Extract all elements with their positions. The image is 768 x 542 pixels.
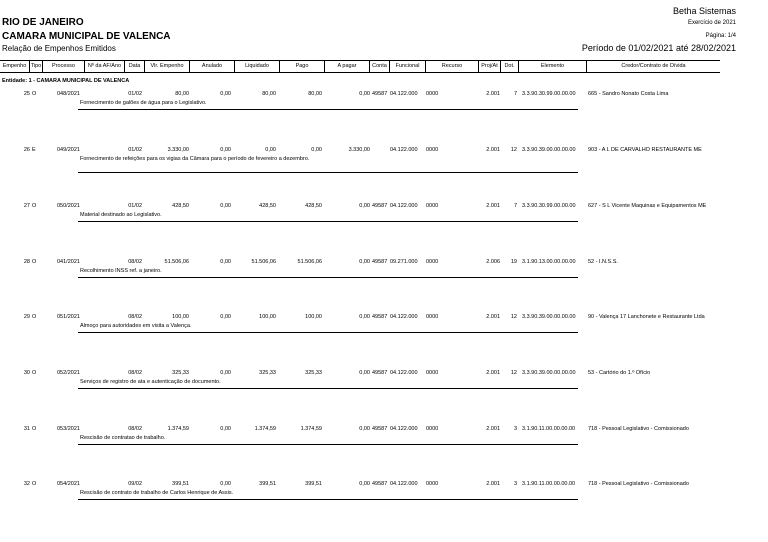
dotation: 7 (513, 91, 517, 97)
account: 49587 (372, 91, 388, 97)
row-divider (78, 444, 578, 445)
dotation: 12 (510, 314, 517, 320)
resource-code: 0000 (426, 314, 439, 320)
row-divider (78, 221, 578, 222)
date: 01/02 (128, 147, 142, 153)
element-code: 3.3.90.30.99.00.00.00 (522, 203, 576, 209)
table-row (0, 259, 720, 289)
empenho-number: 30 (23, 370, 30, 376)
empenho-number: 26 (23, 147, 30, 153)
value-empenho: 428,50 (172, 203, 189, 209)
value-pago: 51.506,06 (297, 259, 322, 265)
table-row (0, 203, 720, 233)
creditor-name: 627 - S L Vicente Maquinas e Equipamentos ME (588, 203, 707, 209)
value-empenho: 1.374,59 (167, 426, 189, 432)
project-activity: 2.001 (486, 370, 500, 376)
value-anulado: 0,00 (220, 259, 231, 265)
date: 01/02 (128, 91, 142, 97)
project-activity: 2.001 (486, 203, 500, 209)
value-empenho: 100,00 (172, 314, 189, 320)
col-funcional: Funcional (390, 61, 426, 72)
col-vlr-empenho: Vlr. Empenho (145, 61, 190, 72)
value-anulado: 0,00 (220, 481, 231, 487)
value-anulado: 0,00 (220, 426, 231, 432)
value-empenho: 51.506,06 (164, 259, 189, 265)
value-empenho: 3.330,00 (167, 147, 189, 153)
row-divider (78, 332, 578, 333)
empenho-description: Recolhimento INSS ref. a janeiro. (80, 268, 162, 274)
row-divider (78, 388, 578, 389)
system-name: Betha Sistemas (672, 6, 736, 16)
empenho-description: Material destinado ao Legislativo. (80, 212, 162, 218)
functional-code: 04.122.000 (390, 314, 418, 320)
process-number: 051/2021 (57, 314, 80, 320)
value-empenho: 325,33 (172, 370, 189, 376)
element-code: 3.3.90.39.00.00.00.00 (522, 370, 576, 376)
creditor-name: 718 - Pessoal Legislativo - Comissionado (588, 426, 689, 432)
value-a-pagar: 0,00 (359, 426, 370, 432)
value-pago: 100,00 (305, 314, 322, 320)
element-code: 3.3.90.39.00.00.00.00 (522, 147, 576, 153)
resource-code: 0000 (426, 147, 439, 153)
project-activity: 2.001 (486, 314, 500, 320)
project-activity: 2.001 (486, 91, 500, 97)
value-anulado: 0,00 (220, 147, 231, 153)
functional-code: 04.122.000 (390, 481, 418, 487)
table-row (0, 91, 720, 121)
date: 08/02 (128, 426, 142, 432)
page-number: Página: 1/4 (705, 33, 736, 39)
process-number: 041/2021 (57, 259, 80, 265)
functional-code: 09.271.000 (390, 259, 418, 265)
value-liquidado: 0,00 (265, 147, 276, 153)
value-a-pagar: 0,00 (359, 370, 370, 376)
creditor-name: 665 - Sandro Nonato Costa Lima (588, 91, 669, 97)
col-proj-at: Proj/At (479, 61, 501, 72)
table-row (0, 481, 720, 511)
col-pago: Pago (280, 61, 325, 72)
account: 49587 (372, 481, 388, 487)
col-af-ano: Nº da AF/Ano (85, 61, 125, 72)
process-number: 054/2021 (57, 481, 80, 487)
value-a-pagar: 0,00 (359, 259, 370, 265)
date: 08/02 (128, 314, 142, 320)
resource-code: 0000 (426, 426, 439, 432)
dotation: 3 (513, 481, 517, 487)
project-activity: 2.006 (486, 259, 500, 265)
col-processo: Processo (43, 61, 85, 72)
empenho-type: O (32, 481, 37, 487)
empenho-number: 31 (23, 426, 30, 432)
dotation: 7 (513, 203, 517, 209)
state-title: RIO DE JANEIRO (2, 17, 84, 28)
date: 01/02 (128, 203, 142, 209)
empenho-type: O (32, 426, 37, 432)
report-title: Relação de Empenhos Emitidos (2, 44, 116, 53)
functional-code: 04.122.000 (390, 426, 418, 432)
creditor-name: 53 - Cartório do 1.º Ofício (588, 370, 651, 376)
value-a-pagar: 0,00 (359, 481, 370, 487)
value-liquidado: 1.374,59 (254, 426, 276, 432)
project-activity: 2.001 (486, 426, 500, 432)
value-pago: 80,00 (308, 91, 322, 97)
row-divider (78, 172, 578, 173)
value-liquidado: 51.506,06 (251, 259, 276, 265)
column-header-bar (0, 60, 720, 73)
col-dot: Dot. (501, 61, 519, 72)
col-empenho: Empenho (0, 61, 30, 72)
value-anulado: 0,00 (220, 370, 231, 376)
empenho-description: Fornecimento de refeições para os vigias da Câmara para o período de fevereiro a dezembro. (80, 156, 310, 162)
empenho-type: O (32, 259, 37, 265)
table-row (0, 370, 720, 400)
empenho-description: Rescisão de contratao de trabalho. (80, 435, 166, 441)
value-empenho: 80,00 (175, 91, 189, 97)
row-divider (78, 277, 578, 278)
row-divider (78, 499, 578, 500)
value-a-pagar: 0,00 (359, 203, 370, 209)
resource-code: 0000 (426, 259, 439, 265)
empenho-description: Rescisão de contrato de trabalho de Carlos Henrique de Assis. (80, 490, 234, 496)
value-pago: 1.374,59 (300, 426, 322, 432)
col-data: Data (125, 61, 145, 72)
row-divider (78, 109, 578, 110)
value-pago: 0,00 (311, 147, 322, 153)
value-liquidado: 100,00 (259, 314, 276, 320)
dotation: 12 (510, 147, 517, 153)
entity-group-label: Entidade: 1 - CAMARA MUNICIPAL DE VALENCA (2, 78, 130, 84)
element-code: 3.1.90.13.00.00.00.00 (522, 259, 576, 265)
value-liquidado: 399,51 (259, 481, 276, 487)
col-conta: Conta (370, 61, 390, 72)
empenho-description: Serviços de registro de ata e autenticação de documento. (80, 379, 221, 385)
empenho-number: 28 (23, 259, 30, 265)
account: 49587 (372, 370, 388, 376)
col-a-pagar: A pagar (325, 61, 370, 72)
dotation: 3 (513, 426, 517, 432)
value-empenho: 399,51 (172, 481, 189, 487)
date: 08/02 (128, 370, 142, 376)
empenho-description: Almoço para autoridades em visita a Valença. (80, 323, 192, 329)
col-liquidado: Liquidado (235, 61, 280, 72)
dotation: 12 (510, 370, 517, 376)
element-code: 3.1.90.11.00.00.00.00 (522, 426, 576, 432)
empenho-type: O (32, 203, 37, 209)
element-code: 3.1.90.11.00.00.00.00 (522, 481, 576, 487)
project-activity: 2.001 (486, 147, 500, 153)
value-a-pagar: 0,00 (359, 91, 370, 97)
col-tipo: Tipo (30, 61, 43, 72)
table-row (0, 426, 720, 456)
entity-title: CAMARA MUNICIPAL DE VALENCA (2, 31, 171, 42)
account: 49587 (372, 203, 388, 209)
value-anulado: 0,00 (220, 91, 231, 97)
resource-code: 0000 (426, 481, 439, 487)
project-activity: 2.001 (486, 481, 500, 487)
account: 49587 (372, 426, 388, 432)
element-code: 3.3.90.39.00.00.00.00 (522, 314, 576, 320)
empenho-number: 27 (23, 203, 30, 209)
functional-code: 04.122.000 (390, 370, 418, 376)
creditor-name: 718 - Pessoal Legislativo - Comissionado (588, 481, 689, 487)
value-anulado: 0,00 (220, 203, 231, 209)
process-number: 049/2021 (57, 147, 80, 153)
functional-code: 04.122.000 (390, 147, 418, 153)
exercise-year: Exercício de 2021 (687, 20, 736, 26)
creditor-name: 90 - Valença 17 Lanchonete e Restaurante Ltda (588, 314, 705, 320)
process-number: 048/2021 (57, 91, 80, 97)
date: 09/02 (128, 481, 142, 487)
date: 08/02 (128, 259, 142, 265)
empenho-type: O (32, 370, 37, 376)
report-period: Período de 01/02/2021 até 28/02/2021 (581, 43, 736, 53)
creditor-name: 903 - A L DE CARVALHO RESTAURANTE ME (588, 147, 702, 153)
account: 49587 (372, 314, 388, 320)
empenho-number: 32 (23, 481, 30, 487)
empenho-type: O (32, 91, 37, 97)
col-elemento: Elemento (519, 61, 587, 72)
resource-code: 0000 (426, 370, 439, 376)
value-liquidado: 80,00 (262, 91, 276, 97)
value-anulado: 0,00 (220, 314, 231, 320)
value-pago: 428,50 (305, 203, 322, 209)
dotation: 19 (510, 259, 517, 265)
value-pago: 399,51 (305, 481, 322, 487)
process-number: 053/2021 (57, 426, 80, 432)
element-code: 3.3.90.30.99.00.00.00 (522, 91, 576, 97)
col-credor: Credor/Contrato de Dívida (621, 63, 686, 69)
value-a-pagar: 0,00 (359, 314, 370, 320)
value-a-pagar: 3.330,00 (348, 147, 370, 153)
functional-code: 04.122.000 (390, 203, 418, 209)
empenho-type: O (32, 314, 37, 320)
value-pago: 325,33 (305, 370, 322, 376)
empenho-number: 25 (23, 91, 30, 97)
account: 49587 (372, 259, 388, 265)
creditor-name: 52 - I.N.S.S. (588, 259, 618, 265)
value-liquidado: 325,33 (259, 370, 276, 376)
process-number: 052/2021 (57, 370, 80, 376)
empenho-type: E (32, 147, 36, 153)
resource-code: 0000 (426, 203, 439, 209)
value-liquidado: 428,50 (259, 203, 276, 209)
col-recurso: Recurso (426, 61, 479, 72)
table-row (0, 314, 720, 344)
empenho-number: 29 (23, 314, 30, 320)
functional-code: 04.122.000 (390, 91, 418, 97)
col-anulado: Anulado (190, 61, 235, 72)
resource-code: 0000 (426, 91, 439, 97)
process-number: 050/2021 (57, 203, 80, 209)
empenho-description: Fornecimento de galões de água para o Legislativo. (80, 100, 207, 106)
